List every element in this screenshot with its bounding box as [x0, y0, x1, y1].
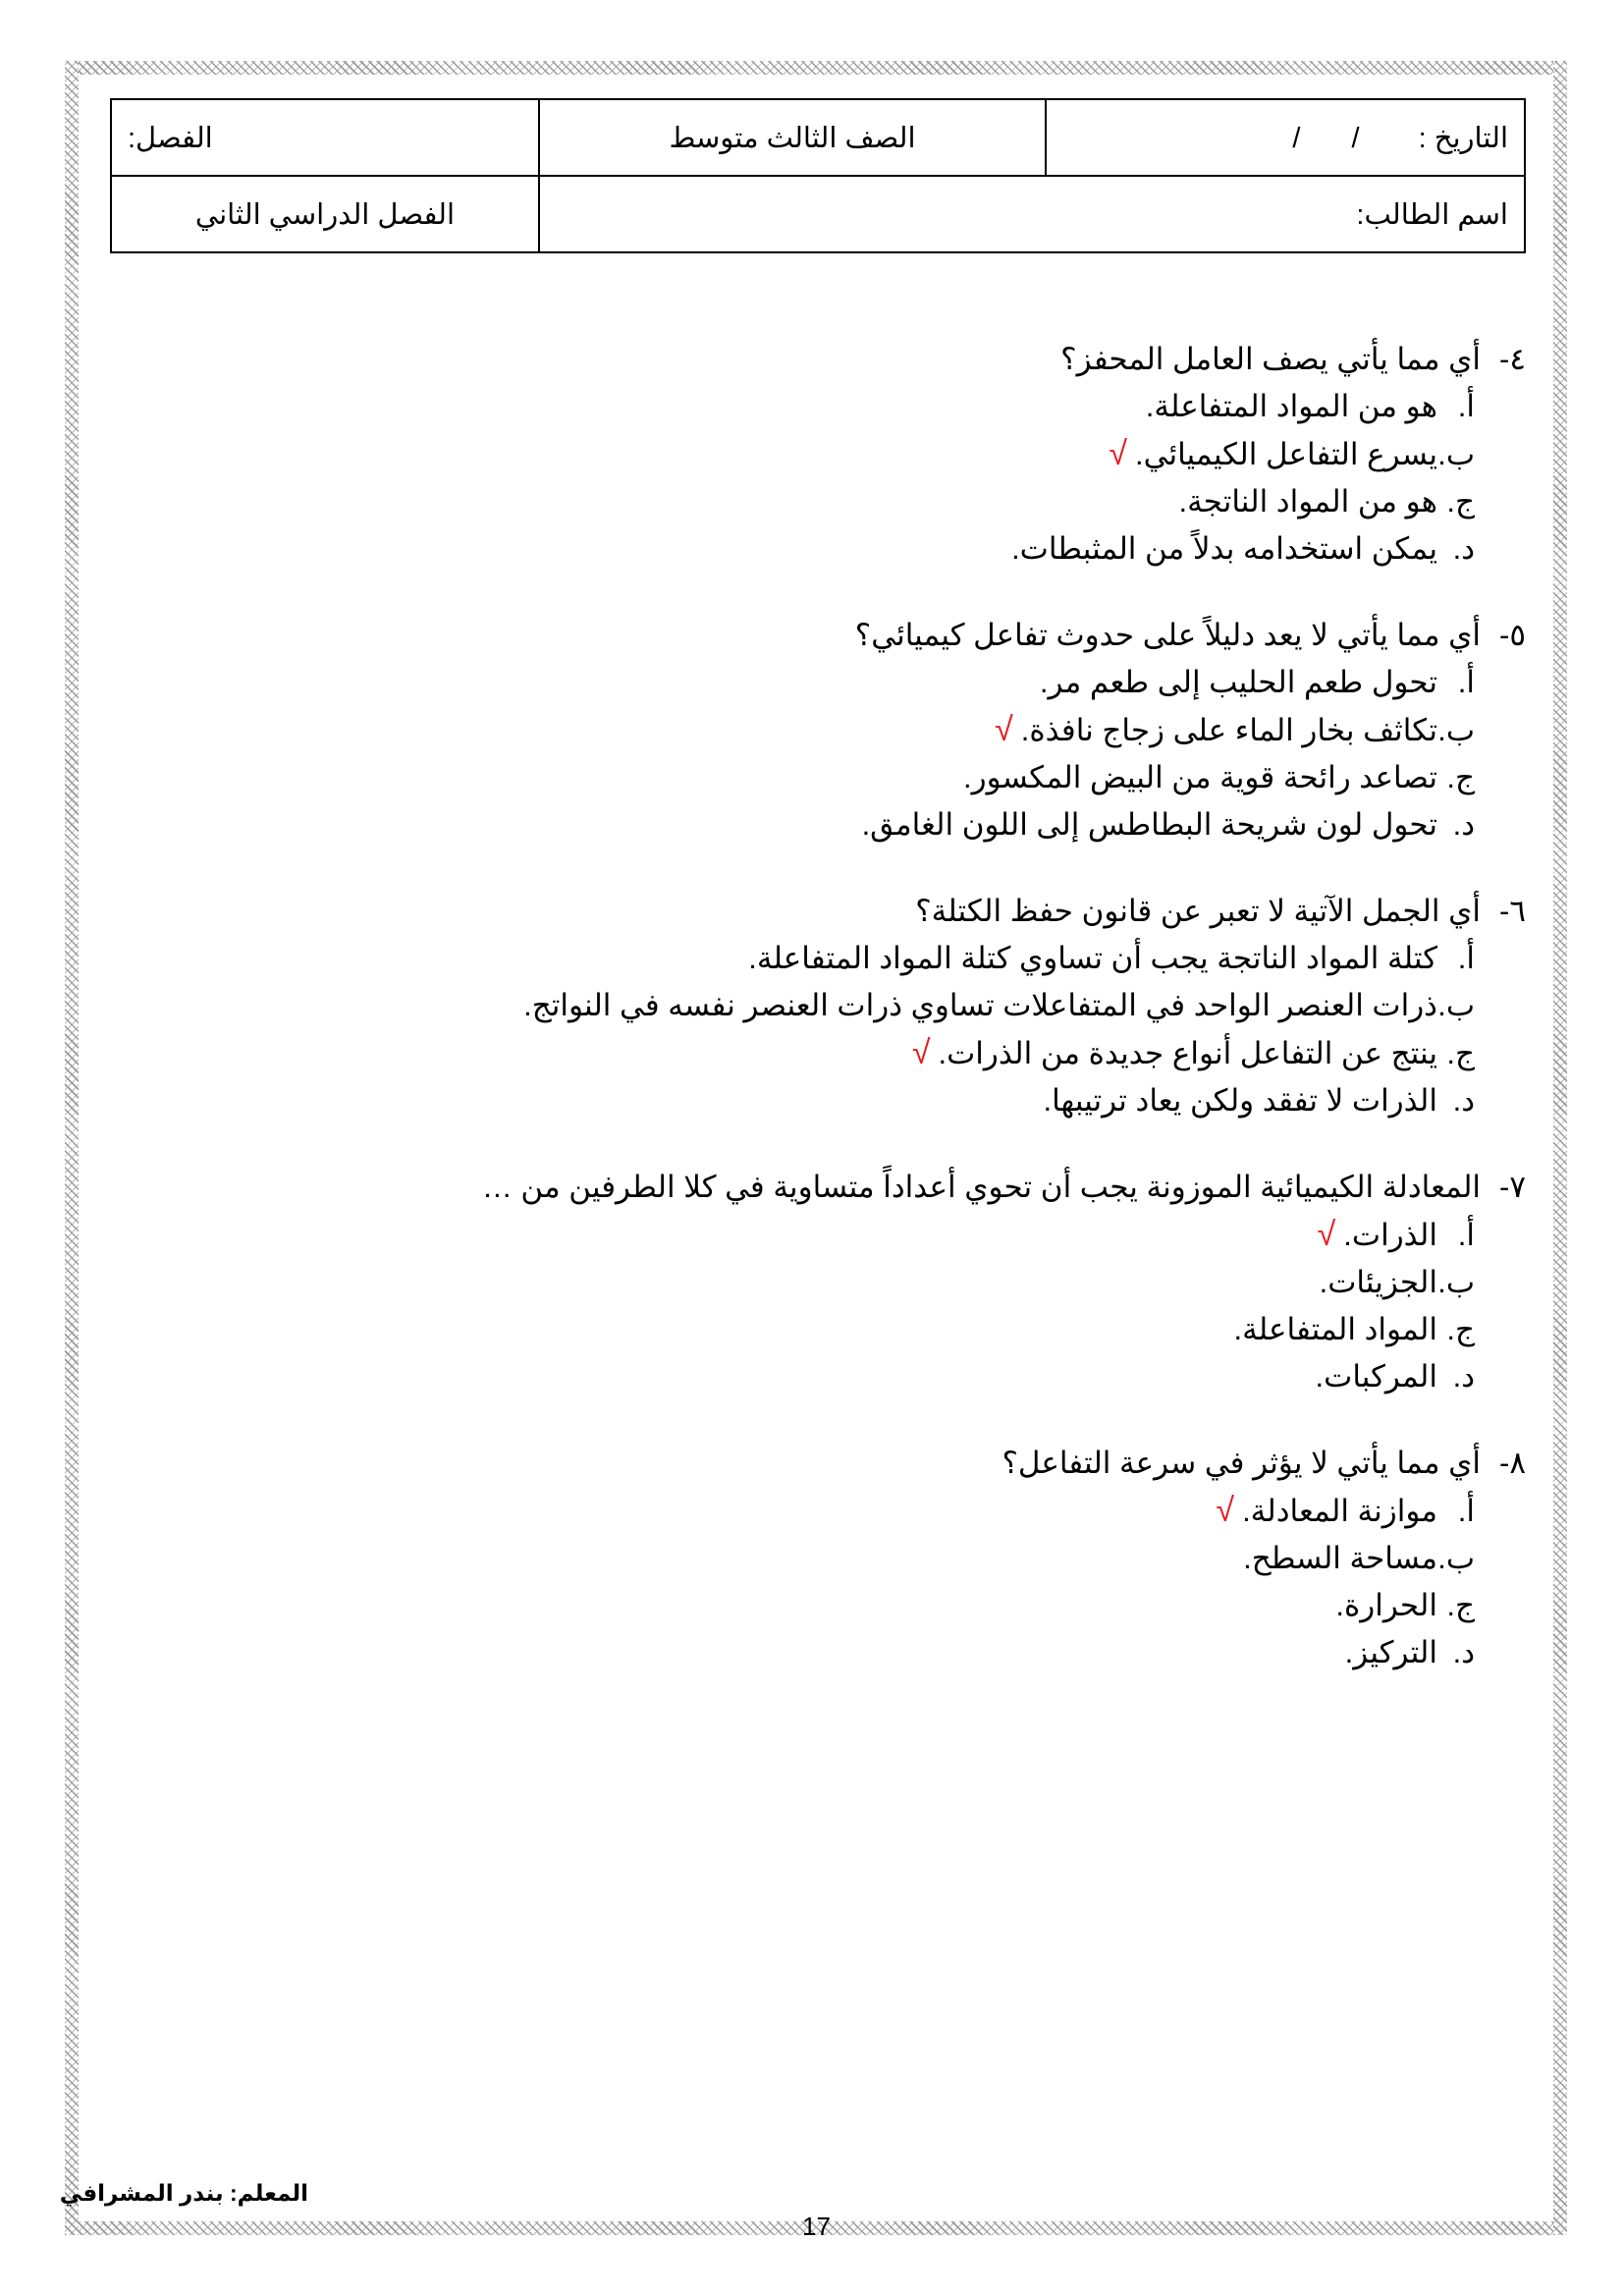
question-4 [348, 1164, 1526, 1400]
question-stem [348, 1164, 1526, 1211]
option-letter: ج. [1446, 760, 1475, 794]
option-text: الذرات لا تفقد ولكن يعاد ترتيبها. [1043, 1083, 1437, 1118]
check-mark-icon: √ [995, 711, 1013, 748]
question-stem [348, 1440, 1526, 1487]
class-cell: الفصل: [111, 99, 539, 176]
option-text: التركيز. [1344, 1635, 1437, 1669]
term-cell: الفصل الدراسي الثاني [111, 176, 539, 252]
check-mark-icon: √ [1109, 435, 1128, 472]
question-stem [348, 888, 1526, 935]
options-list [348, 383, 1526, 573]
question-number: ٧- [1499, 1170, 1526, 1204]
option-letter: ج. [1446, 1036, 1475, 1070]
date-label: التاريخ : [1418, 122, 1508, 154]
option-text: تحول لون شريحة البطاطس إلى اللون الغامق. [861, 807, 1437, 842]
option-item [348, 659, 1475, 706]
question-number: ٦- [1499, 894, 1526, 928]
page-border-right [1553, 61, 1567, 2235]
question-2 [348, 612, 1526, 848]
option-item [348, 754, 1475, 801]
option-letter: د. [1452, 807, 1475, 842]
options-list [348, 659, 1526, 848]
option-text: تكاثف بخار الماء على زجاج نافذة. [1020, 713, 1437, 747]
page-border-left [65, 61, 79, 2235]
option-letter: أ. [1457, 665, 1475, 699]
option-text: المواد المتفاعلة. [1233, 1312, 1437, 1346]
option-text: المركبات. [1315, 1359, 1437, 1394]
option-text: تصاعد رائحة قوية من البيض المكسور. [962, 760, 1437, 794]
option-item [348, 1029, 1475, 1077]
option-item [348, 935, 1475, 982]
option-text: مساحة السطح. [1243, 1541, 1437, 1575]
option-item [348, 1487, 1475, 1535]
option-item [348, 430, 1475, 478]
option-text: موازنة المعادلة. [1242, 1494, 1437, 1528]
option-text: تحول طعم الحليب إلى طعم مر. [1039, 665, 1437, 699]
option-item [348, 1306, 1475, 1353]
question-stem [348, 612, 1526, 659]
option-text: الحرارة. [1335, 1588, 1437, 1622]
option-item [348, 706, 1475, 754]
question-stem [348, 336, 1526, 383]
option-letter: ج. [1446, 1588, 1475, 1622]
option-text: كتلة المواد الناتجة يجب أن تساوي كتلة المواد المتفاعلة. [748, 941, 1437, 975]
date-cell [1046, 99, 1525, 176]
option-item [348, 1629, 1475, 1676]
option-item [348, 1535, 1475, 1582]
option-text: هو من المواد المتفاعلة. [1145, 389, 1437, 423]
question-text: أي مما يأتي لا يؤثر في سرعة التفاعل؟ [1001, 1446, 1481, 1480]
header-row-2 [111, 176, 1525, 252]
option-letter: د. [1452, 531, 1475, 566]
option-item [348, 478, 1475, 525]
question-text: المعادلة الكيميائية الموزونة يجب أن تحوي أعداداً متساوية في كلا الطرفين من … [481, 1170, 1481, 1204]
teacher-name: المعلم: بندر المشرافي [59, 2180, 308, 2206]
date-slash-2: / [1292, 122, 1301, 154]
check-mark-icon: √ [1317, 1216, 1336, 1253]
option-item [348, 1077, 1475, 1124]
option-letter: أ. [1457, 1494, 1475, 1528]
option-text: هو من المواد الناتجة. [1178, 484, 1437, 519]
option-text: يسرع التفاعل الكيميائي. [1135, 437, 1437, 471]
option-item [348, 1211, 1475, 1259]
question-text: أي الجمل الآتية لا تعبر عن قانون حفظ الكتلة؟ [915, 894, 1481, 928]
option-letter: ب. [1437, 437, 1475, 471]
header-table [110, 98, 1526, 253]
date-slashes [1271, 123, 1380, 155]
question-number: ٤- [1499, 342, 1526, 376]
option-text: الجزيئات. [1319, 1265, 1437, 1299]
page-border-top [65, 61, 1567, 75]
option-item [348, 801, 1475, 848]
questions-list [348, 336, 1526, 1716]
option-text: الذرات. [1343, 1218, 1437, 1252]
question-1 [348, 336, 1526, 573]
option-letter: ب. [1437, 713, 1475, 747]
page-number: 17 [802, 2212, 831, 2241]
option-letter: د. [1452, 1359, 1475, 1394]
option-letter: ب. [1437, 1265, 1475, 1299]
option-letter: د. [1452, 1083, 1475, 1118]
question-5 [348, 1440, 1526, 1676]
option-item [348, 1259, 1475, 1306]
option-letter: ج. [1446, 1312, 1475, 1346]
option-item [348, 982, 1475, 1029]
option-letter: أ. [1457, 389, 1475, 423]
question-3 [348, 888, 1526, 1124]
question-text: أي مما يأتي يصف العامل المحفز؟ [1060, 342, 1481, 376]
option-letter: أ. [1457, 1218, 1475, 1252]
check-mark-icon: √ [1216, 1492, 1235, 1529]
option-text: يمكن استخدامه بدلاً من المثبطات. [1011, 531, 1437, 566]
question-number: ٥- [1499, 618, 1526, 652]
option-letter: د. [1452, 1635, 1475, 1669]
date-slash-1: / [1351, 122, 1360, 154]
student-name-cell: اسم الطالب: [539, 176, 1525, 252]
option-item [348, 383, 1475, 430]
option-item [348, 1353, 1475, 1400]
options-list [348, 1487, 1526, 1676]
option-letter: ج. [1446, 484, 1475, 519]
option-letter: أ. [1457, 941, 1475, 975]
question-number: ٨- [1499, 1446, 1526, 1480]
option-item [348, 1582, 1475, 1629]
option-text: ينتج عن التفاعل أنواع جديدة من الذرات. [938, 1036, 1437, 1070]
check-mark-icon: √ [911, 1034, 931, 1071]
grade-cell: الصف الثالث متوسط [539, 99, 1046, 176]
question-text: أي مما يأتي لا يعد دليلاً على حدوث تفاعل كيميائي؟ [854, 618, 1481, 652]
header-row-1 [111, 99, 1525, 176]
option-item [348, 525, 1475, 573]
options-list [348, 1211, 1526, 1400]
option-letter: ب. [1437, 1541, 1475, 1575]
options-list [348, 935, 1526, 1124]
option-text: ذرات العنصر الواحد في المتفاعلات تساوي ذرات العنصر نفسه في النواتج. [523, 988, 1437, 1022]
option-letter: ب. [1437, 988, 1475, 1022]
